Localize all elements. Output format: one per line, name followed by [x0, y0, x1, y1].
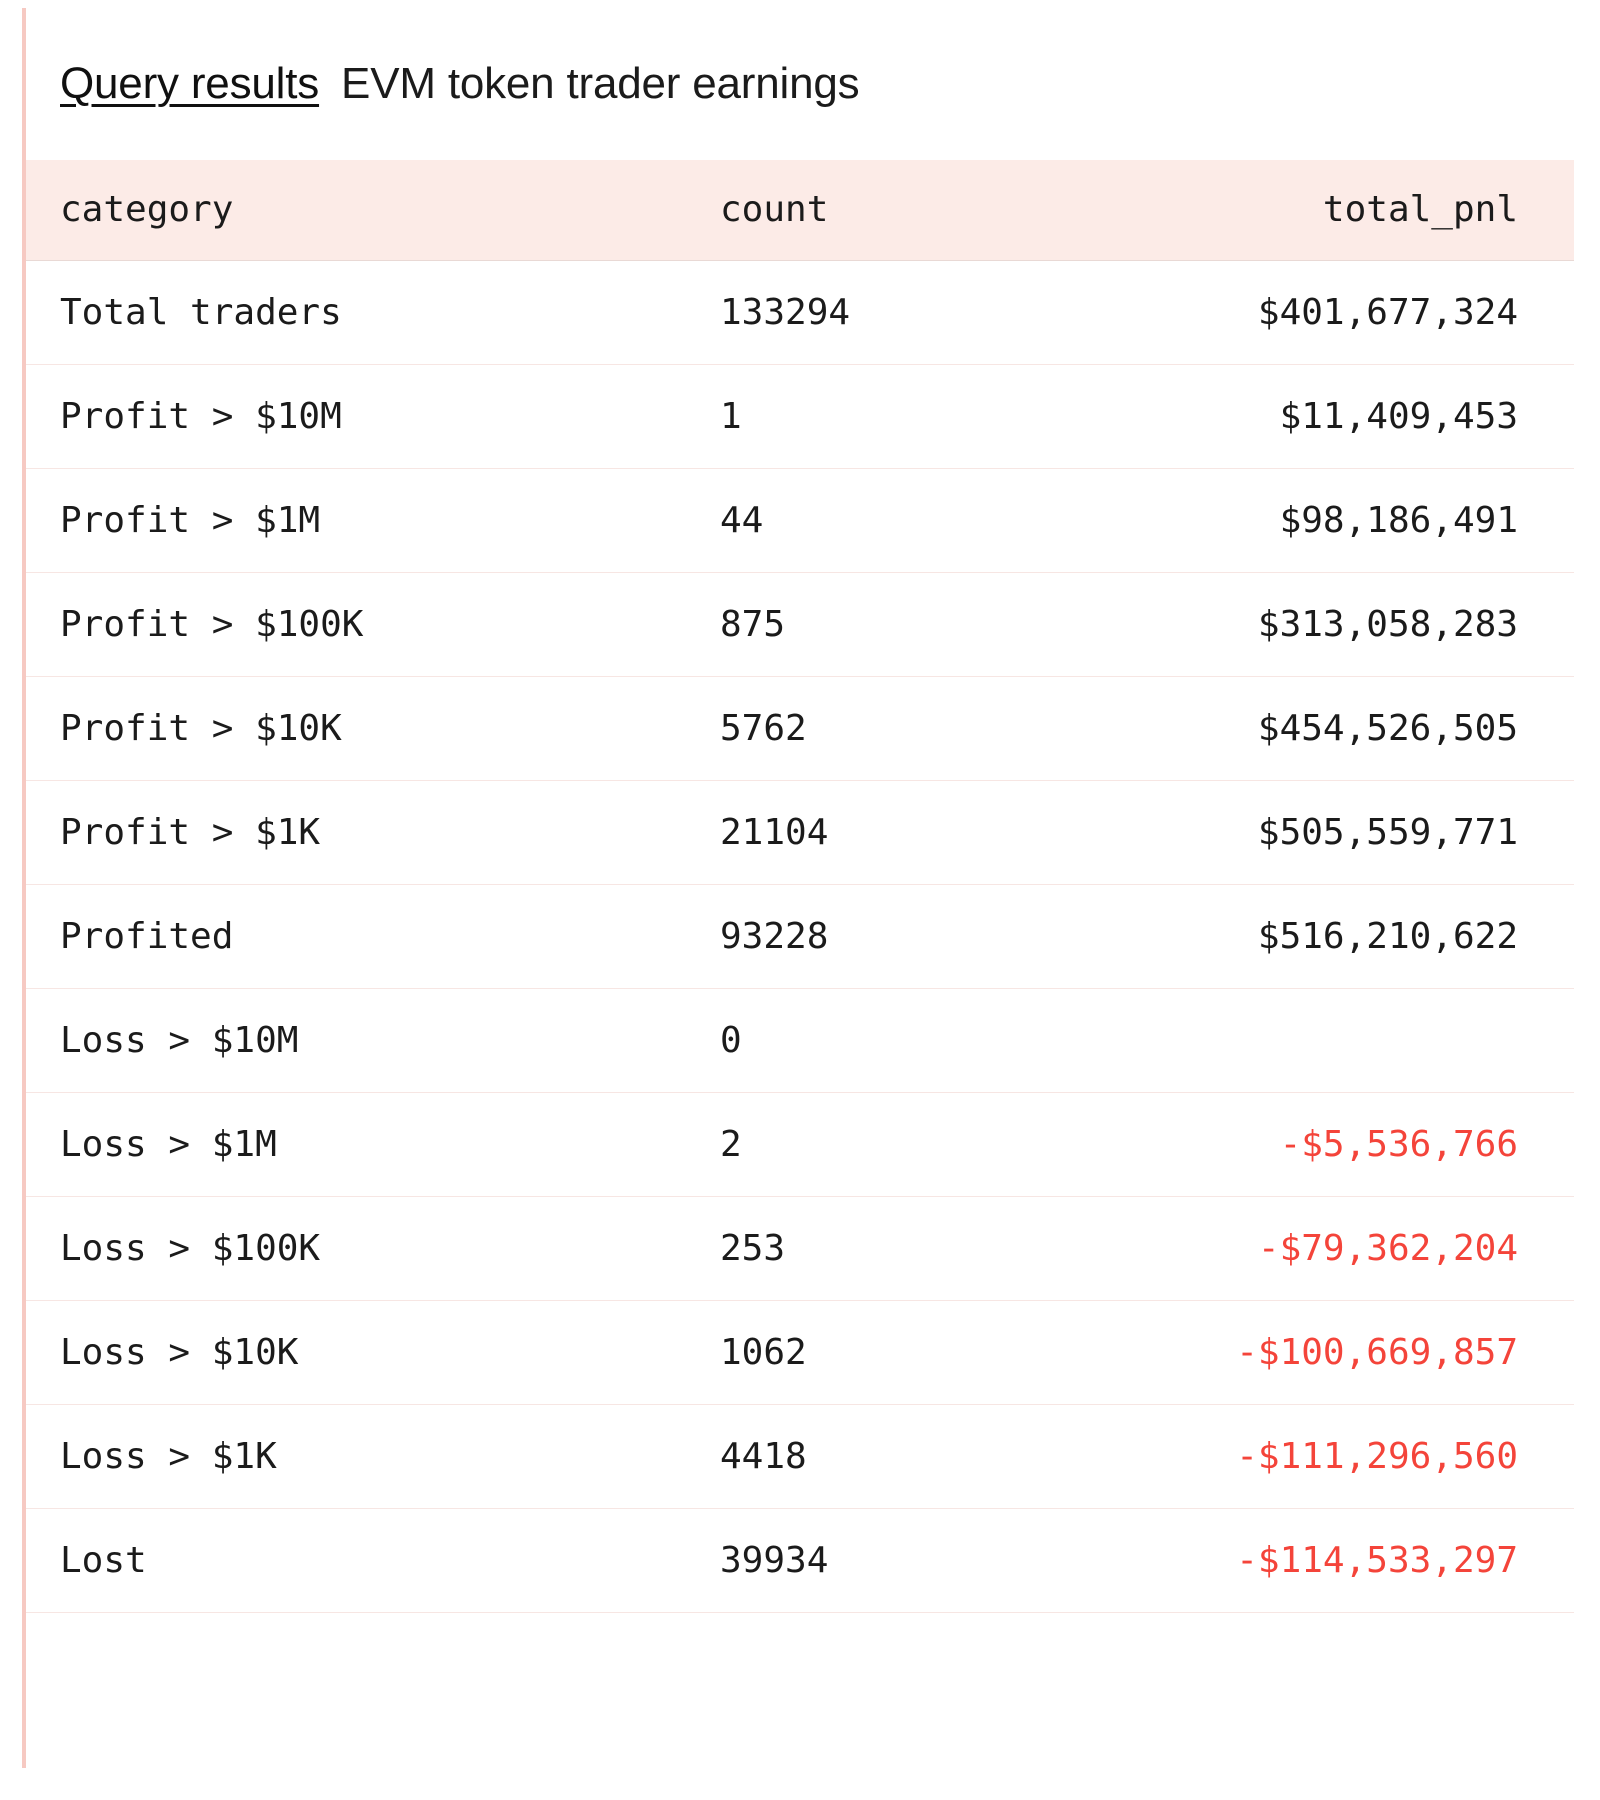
query-name: EVM token trader earnings	[341, 59, 860, 108]
cell-category: Profit > $1K	[26, 780, 686, 884]
table-row	[26, 1092, 1574, 1196]
cell-total-pnl: $516,210,622	[1116, 884, 1574, 988]
cell-total-pnl: -$5,536,766	[1116, 1092, 1574, 1196]
table-row	[26, 988, 1574, 1092]
table-row	[26, 884, 1574, 988]
table-row	[26, 1300, 1574, 1404]
table-row	[26, 468, 1574, 572]
table-header-row	[26, 160, 1574, 260]
cell-total-pnl: $11,409,453	[1116, 364, 1574, 468]
cell-category: Profit > $1M	[26, 468, 686, 572]
table-header	[26, 160, 1574, 260]
cell-category: Profited	[26, 884, 686, 988]
cell-total-pnl: $505,559,771	[1116, 780, 1574, 884]
cell-category: Loss > $10K	[26, 1300, 686, 1404]
column-header-total-pnl[interactable]: total_pnl	[1116, 160, 1574, 260]
table-row	[26, 364, 1574, 468]
cell-total-pnl: -$79,362,204	[1116, 1196, 1574, 1300]
cell-category: Loss > $1M	[26, 1092, 686, 1196]
cell-count: 21104	[686, 780, 1116, 884]
cell-category: Profit > $10M	[26, 364, 686, 468]
cell-category: Profit > $100K	[26, 572, 686, 676]
table-row	[26, 572, 1574, 676]
cell-category: Loss > $1K	[26, 1404, 686, 1508]
card-header	[26, 8, 1574, 160]
cell-total-pnl: $98,186,491	[1116, 468, 1574, 572]
cell-count: 1	[686, 364, 1116, 468]
cell-count: 5762	[686, 676, 1116, 780]
cell-count: 44	[686, 468, 1116, 572]
cell-count: 1062	[686, 1300, 1116, 1404]
cell-count: 93228	[686, 884, 1116, 988]
cell-count: 875	[686, 572, 1116, 676]
cell-total-pnl	[1116, 988, 1574, 1092]
cell-count: 133294	[686, 260, 1116, 364]
table-body	[26, 260, 1574, 1612]
cell-total-pnl: $454,526,505	[1116, 676, 1574, 780]
cell-count: 4418	[686, 1404, 1116, 1508]
cell-count: 39934	[686, 1508, 1116, 1612]
cell-total-pnl: $401,677,324	[1116, 260, 1574, 364]
query-results-card	[22, 8, 1574, 1768]
cell-total-pnl: -$114,533,297	[1116, 1508, 1574, 1612]
table-row	[26, 1196, 1574, 1300]
cell-category: Lost	[26, 1508, 686, 1612]
cell-category: Profit > $10K	[26, 676, 686, 780]
results-table	[26, 160, 1574, 1613]
cell-count: 253	[686, 1196, 1116, 1300]
cell-total-pnl: -$100,669,857	[1116, 1300, 1574, 1404]
cell-total-pnl: $313,058,283	[1116, 572, 1574, 676]
table-row	[26, 780, 1574, 884]
cell-count: 2	[686, 1092, 1116, 1196]
cell-category: Loss > $10M	[26, 988, 686, 1092]
table-row	[26, 1508, 1574, 1612]
column-header-count[interactable]: count	[686, 160, 1116, 260]
column-header-category[interactable]: category	[26, 160, 686, 260]
cell-category: Total traders	[26, 260, 686, 364]
cell-category: Loss > $100K	[26, 1196, 686, 1300]
cell-count: 0	[686, 988, 1116, 1092]
cell-total-pnl: -$111,296,560	[1116, 1404, 1574, 1508]
page-title: Query results	[60, 59, 320, 108]
table-row	[26, 1404, 1574, 1508]
table-row	[26, 676, 1574, 780]
table-row	[26, 260, 1574, 364]
